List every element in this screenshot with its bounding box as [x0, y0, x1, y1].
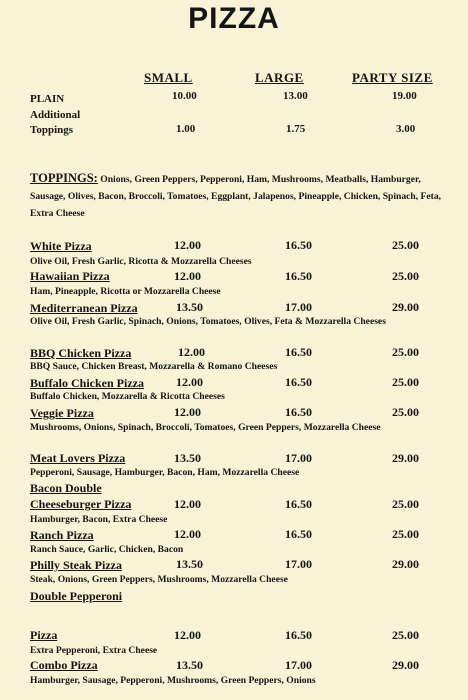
menu-item-desc: Ham, Pineapple, Ricotta or Mozzarella Cheese: [30, 286, 221, 297]
size-header-small: SMALL: [144, 70, 193, 85]
menu-item-name: White Pizza: [30, 239, 92, 253]
price-small: 13.50: [176, 557, 203, 571]
size-header-large: LARGE: [255, 70, 304, 85]
size-header-party: PARTY SIZE: [352, 70, 433, 85]
price-small: 12.00: [174, 405, 201, 419]
price-party: 29.00: [392, 300, 419, 314]
menu-item-name: Hawaiian Pizza: [30, 269, 110, 283]
menu-item-name: Buffalo Chicken Pizza: [30, 376, 144, 390]
price-large: 16.50: [285, 405, 312, 419]
price-party: 25.00: [392, 238, 419, 252]
price-large: 16.50: [285, 527, 312, 541]
price-large: 16.50: [285, 628, 312, 642]
price-large: 16.50: [285, 497, 312, 511]
menu-item-desc: Steak, Onions, Green Peppers, Mushrooms, Mozzarella Cheese: [30, 574, 288, 585]
menu-item-desc: BBQ Sauce, Chicken Breast, Mozzarella & Romano Cheeses: [30, 361, 278, 372]
menu-item-desc: Hamburger, Sausage, Pepperoni, Mushrooms, Green Peppers, Onions: [30, 675, 316, 686]
price-party: 25.00: [392, 527, 419, 541]
menu-item-name-top: Bacon Double: [30, 481, 102, 495]
price-party: 25.00: [392, 405, 419, 419]
topping-price-party: 3.00: [396, 123, 416, 135]
price-small: 12.00: [174, 527, 201, 541]
menu-item-desc: Mushrooms, Onions, Spinach, Broccoli, Tomatoes, Green Peppers, Mozzarella Cheese: [30, 422, 381, 433]
price-large: 16.50: [285, 375, 312, 389]
plain-price-large: 13.00: [283, 90, 308, 102]
toppings-heading: TOPPINGS:: [30, 171, 98, 185]
price-small: 13.50: [174, 451, 201, 465]
price-party: 25.00: [392, 628, 419, 642]
menu-item-desc: Hamburger, Bacon, Extra Cheese: [30, 514, 168, 525]
plain-price-party: 19.00: [392, 90, 417, 102]
menu-item-name: Cheeseburger Pizza: [30, 497, 132, 511]
menu-item-desc: Pepperoni, Sausage, Hamburger, Bacon, Ham, Mozzarella Cheese: [30, 467, 300, 478]
menu-item-name: Pizza: [30, 628, 58, 642]
price-party: 25.00: [392, 497, 419, 511]
price-large: 17.00: [285, 300, 312, 314]
price-party: 29.00: [392, 658, 419, 672]
price-small: 12.00: [174, 497, 201, 511]
menu-item-name: Combo Pizza: [30, 658, 98, 672]
plain-label: PLAIN: [30, 93, 65, 105]
price-large: 16.50: [285, 238, 312, 252]
menu-item-name: Meat Lovers Pizza: [30, 451, 126, 465]
price-party: 25.00: [392, 375, 419, 389]
price-large: 17.00: [285, 451, 312, 465]
page-title: PIZZA: [188, 2, 280, 35]
price-party: 29.00: [392, 451, 419, 465]
toppings-list: Onions, Green Peppers, Pepperoni, Ham, Mushrooms, Meatballs, Hamburger, Sausage, Olives, Bacon, Broccoli, Tomatoes, Eggplant, Jalapenos, Pineapple, Chicken, Spinach, Feta, Extra Cheese: [30, 174, 442, 219]
menu-item-desc: Olive Oil, Fresh Garlic, Ricotta & Mozzarella Cheeses: [30, 256, 252, 267]
plain-price-small: 10.00: [172, 90, 197, 102]
menu-item-name: Ranch Pizza: [30, 528, 94, 542]
menu-item-name-top: Double Pepperoni: [30, 589, 123, 603]
price-party: 25.00: [392, 345, 419, 359]
price-large: 17.00: [285, 557, 312, 571]
price-small: 12.00: [174, 238, 201, 252]
additional-label: Additional: [30, 109, 81, 121]
topping-price-small: 1.00: [176, 123, 196, 135]
menu-item-name: BBQ Chicken Pizza: [30, 346, 132, 360]
price-party: 25.00: [392, 269, 419, 283]
menu-item-desc: Olive Oil, Fresh Garlic, Spinach, Onions, Tomatoes, Olives, Feta & Mozzarella Cheeses: [30, 316, 386, 327]
price-small: 13.50: [176, 658, 203, 672]
topping-price-large: 1.75: [286, 123, 306, 135]
toppings-section: [30, 170, 450, 222]
price-small: 12.00: [176, 375, 203, 389]
price-party: 29.00: [392, 557, 419, 571]
menu-item-desc: Ranch Sauce, Garlic, Chicken, Bacon: [30, 544, 184, 555]
price-small: 12.00: [178, 345, 205, 359]
menu-item-desc: Buffalo Chicken, Mozzarella & Ricotta Cheeses: [30, 391, 225, 402]
price-small: 12.00: [174, 269, 201, 283]
menu-item-name: Philly Steak Pizza: [30, 558, 122, 572]
toppings-label: Toppings: [30, 124, 74, 136]
price-large: 16.50: [285, 345, 312, 359]
menu-item-name: Veggie Pizza: [30, 406, 94, 420]
price-large: 16.50: [285, 269, 312, 283]
price-large: 17.00: [285, 658, 312, 672]
menu-item-desc: Extra Pepperoni, Extra Cheese: [30, 645, 158, 656]
price-small: 13.50: [176, 300, 203, 314]
menu-item-name: Mediterranean Pizza: [30, 301, 138, 315]
price-small: 12.00: [174, 628, 201, 642]
